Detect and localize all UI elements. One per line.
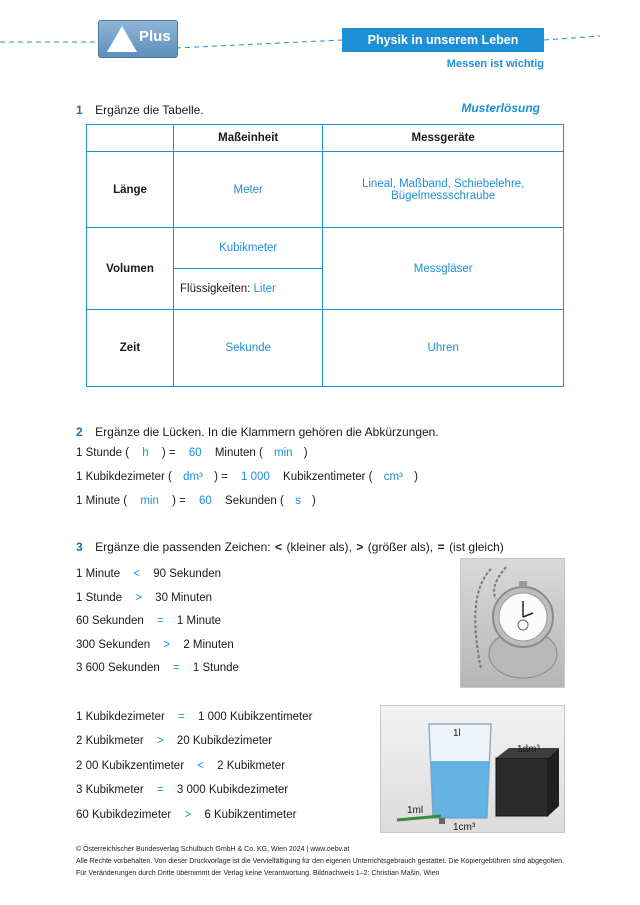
header-subtitle: Messen ist wichtig bbox=[446, 58, 544, 70]
answer: cm³ bbox=[383, 471, 403, 483]
task3-title-b: (kleiner als), bbox=[286, 540, 352, 554]
comparison-right: 2 Kubikmeter bbox=[217, 760, 285, 772]
task2-line3 bbox=[76, 495, 316, 507]
comparison-right: 20 Kubikdezimeter bbox=[176, 735, 273, 747]
text: ) = bbox=[172, 495, 186, 507]
pocket-watch-icon bbox=[461, 559, 564, 687]
unit-laenge: Meter bbox=[174, 152, 323, 228]
comparison-sign: > bbox=[184, 809, 192, 821]
task3-g1-row bbox=[76, 662, 239, 674]
comparison-sign: > bbox=[135, 592, 142, 604]
column-header-devices: Messgeräte bbox=[323, 125, 564, 152]
fluids-answer: Liter bbox=[253, 283, 276, 295]
header-banner: Physik in unserem Leben bbox=[342, 28, 544, 52]
text: Sekunden ( bbox=[225, 495, 284, 507]
task3-title-c: (größer als), bbox=[367, 540, 434, 554]
task3-g1-row bbox=[76, 615, 221, 627]
answer: min bbox=[140, 495, 159, 507]
comparison-right: 1 Minute bbox=[176, 615, 222, 627]
text: 1 Minute ( bbox=[76, 495, 128, 507]
unit-volumen-1: Kubikmeter bbox=[174, 228, 323, 269]
unit-volumen-2 bbox=[174, 269, 323, 310]
task2-number: 2 bbox=[76, 425, 83, 439]
task1-heading bbox=[76, 101, 204, 119]
comparison-right: 1 000 Kubikzentimeter bbox=[197, 711, 313, 723]
task3-g2-row bbox=[76, 760, 285, 772]
label-cm3: 1cm³ bbox=[453, 822, 476, 833]
table-row-laenge bbox=[87, 152, 564, 228]
table-row-zeit bbox=[87, 310, 564, 387]
table-header-row bbox=[87, 125, 564, 152]
row-label-volumen: Volumen bbox=[87, 228, 174, 310]
answer: s bbox=[295, 495, 301, 507]
comparison-sign: = bbox=[172, 662, 180, 674]
task3-g1-row bbox=[76, 592, 212, 604]
text: 1 Stunde ( bbox=[76, 447, 130, 459]
task2-title: Ergänze die Lücken. In die Klammern gehören die Abkürzungen. bbox=[95, 425, 439, 439]
answer: dm³ bbox=[183, 471, 203, 483]
task3-g2-row bbox=[76, 735, 272, 747]
fluids-prefix: Flüssigkeiten: bbox=[180, 283, 251, 295]
footer-rights: Alle Rechte vorbehalten. Von dieser Druckvorlage ist die Vervielfältigung für den eigenen Unterrichtsgebrauch gestattet. Die Kopiergebühren sind abgegolten. bbox=[76, 858, 564, 865]
header-decoration bbox=[0, 0, 640, 70]
label-liter: 1l bbox=[453, 728, 461, 739]
text: 1 Kubikdezimeter ( bbox=[76, 471, 172, 483]
task3-title-lt: < bbox=[275, 540, 283, 554]
task3-g2-row bbox=[76, 711, 312, 723]
pocket-watch-image bbox=[460, 558, 565, 688]
comparison-left: 3 Kubikmeter bbox=[76, 784, 144, 796]
task3-g2-row bbox=[76, 809, 296, 821]
table-corner bbox=[87, 125, 174, 152]
answer: min bbox=[273, 447, 293, 459]
task2-line2 bbox=[76, 471, 418, 483]
comparison-left: 2 Kubikmeter bbox=[76, 735, 144, 747]
answer: 1 000 bbox=[241, 471, 270, 483]
task3-title-gt: > bbox=[356, 540, 364, 554]
task3-g2-row bbox=[76, 784, 288, 796]
comparison-right: 2 Minuten bbox=[183, 639, 234, 651]
logo-text: Plus bbox=[139, 28, 171, 45]
text: ) = bbox=[214, 471, 228, 483]
comparison-right: 90 Sekunden bbox=[153, 568, 222, 580]
table-row-volumen bbox=[87, 228, 564, 269]
footer-copyright: © Österreichischer Bundesverlag Schulbuch GmbH & Co. KG, Wien 2024 | www.oebv.at bbox=[76, 846, 350, 853]
devices-laenge bbox=[323, 152, 564, 228]
volume-comparison-image bbox=[380, 705, 565, 833]
task3-title-eq: = bbox=[437, 540, 445, 554]
comparison-left: 1 Kubikdezimeter bbox=[76, 711, 165, 723]
column-header-unit: Maßeinheit bbox=[174, 125, 323, 152]
task3-number: 3 bbox=[76, 540, 83, 554]
comparison-sign: < bbox=[133, 568, 141, 580]
devices-volumen: Messgläser bbox=[323, 228, 564, 310]
plus-logo bbox=[98, 20, 178, 58]
devices-zeit: Uhren bbox=[323, 310, 564, 387]
text: ) = bbox=[161, 447, 176, 459]
answer: 60 bbox=[188, 447, 202, 459]
comparison-right: 3 000 Kubikdezimeter bbox=[176, 784, 289, 796]
comparison-left: 1 Stunde bbox=[76, 592, 123, 604]
task3-title-a: Ergänze die passenden Zeichen: bbox=[95, 540, 271, 554]
comparison-sign: > bbox=[163, 639, 171, 651]
comparison-left: 3 600 Sekunden bbox=[76, 662, 160, 674]
comparison-left: 300 Sekunden bbox=[76, 639, 151, 651]
unit-zeit: Sekunde bbox=[174, 310, 323, 387]
comparison-sign: < bbox=[197, 760, 204, 772]
logo-triangle-icon bbox=[107, 26, 137, 52]
task3-title-d: (ist gleich) bbox=[449, 540, 504, 554]
task3-g1-row bbox=[76, 568, 221, 580]
text: ) bbox=[312, 495, 316, 507]
comparison-sign: > bbox=[156, 735, 164, 747]
comparison-right: 30 Minuten bbox=[155, 592, 213, 604]
label-ml: 1ml bbox=[407, 805, 424, 816]
label-dm3: 1dm³ bbox=[517, 744, 540, 755]
task1-number: 1 bbox=[76, 103, 83, 117]
row-label-laenge: Länge bbox=[87, 152, 174, 228]
row-label-zeit: Zeit bbox=[87, 310, 174, 387]
comparison-right: 6 Kubikzentimeter bbox=[204, 809, 297, 821]
comparison-sign: = bbox=[156, 784, 164, 796]
comparison-sign: = bbox=[178, 711, 185, 723]
text: ) bbox=[303, 447, 308, 459]
footer-credits: Für Veränderungen durch Dritte übernimmt der Verlag keine Verantwortung. Bildnachweis 1–2: Christian Mašin, Wien bbox=[76, 870, 440, 877]
task3-heading bbox=[76, 538, 504, 556]
solution-label: Musterlösung bbox=[461, 101, 540, 115]
devices-laenge-line2: Bügelmessschraube bbox=[391, 189, 496, 202]
task2-line1 bbox=[76, 447, 308, 459]
task2-heading bbox=[76, 423, 439, 441]
comparison-left: 2 00 Kubikzentimeter bbox=[76, 760, 185, 772]
answer: h bbox=[142, 447, 149, 459]
comparison-left: 60 Sekunden bbox=[76, 615, 144, 627]
comparison-left: 60 Kubikdezimeter bbox=[76, 809, 172, 821]
comparison-right: 1 Stunde bbox=[192, 662, 239, 674]
comparison-sign: = bbox=[157, 615, 164, 627]
comparison-left: 1 Minute bbox=[76, 568, 121, 580]
task1-title: Ergänze die Tabelle. bbox=[95, 103, 204, 117]
task3-g1-row bbox=[76, 639, 234, 651]
text: ) bbox=[414, 471, 418, 483]
answer: 60 bbox=[199, 495, 212, 507]
text: Minuten ( bbox=[214, 447, 263, 459]
measurement-table bbox=[86, 124, 564, 387]
text: Kubikzentimeter ( bbox=[283, 471, 373, 483]
devices-laenge-line1: Lineal, Maßband, Schiebelehre, bbox=[361, 177, 525, 190]
